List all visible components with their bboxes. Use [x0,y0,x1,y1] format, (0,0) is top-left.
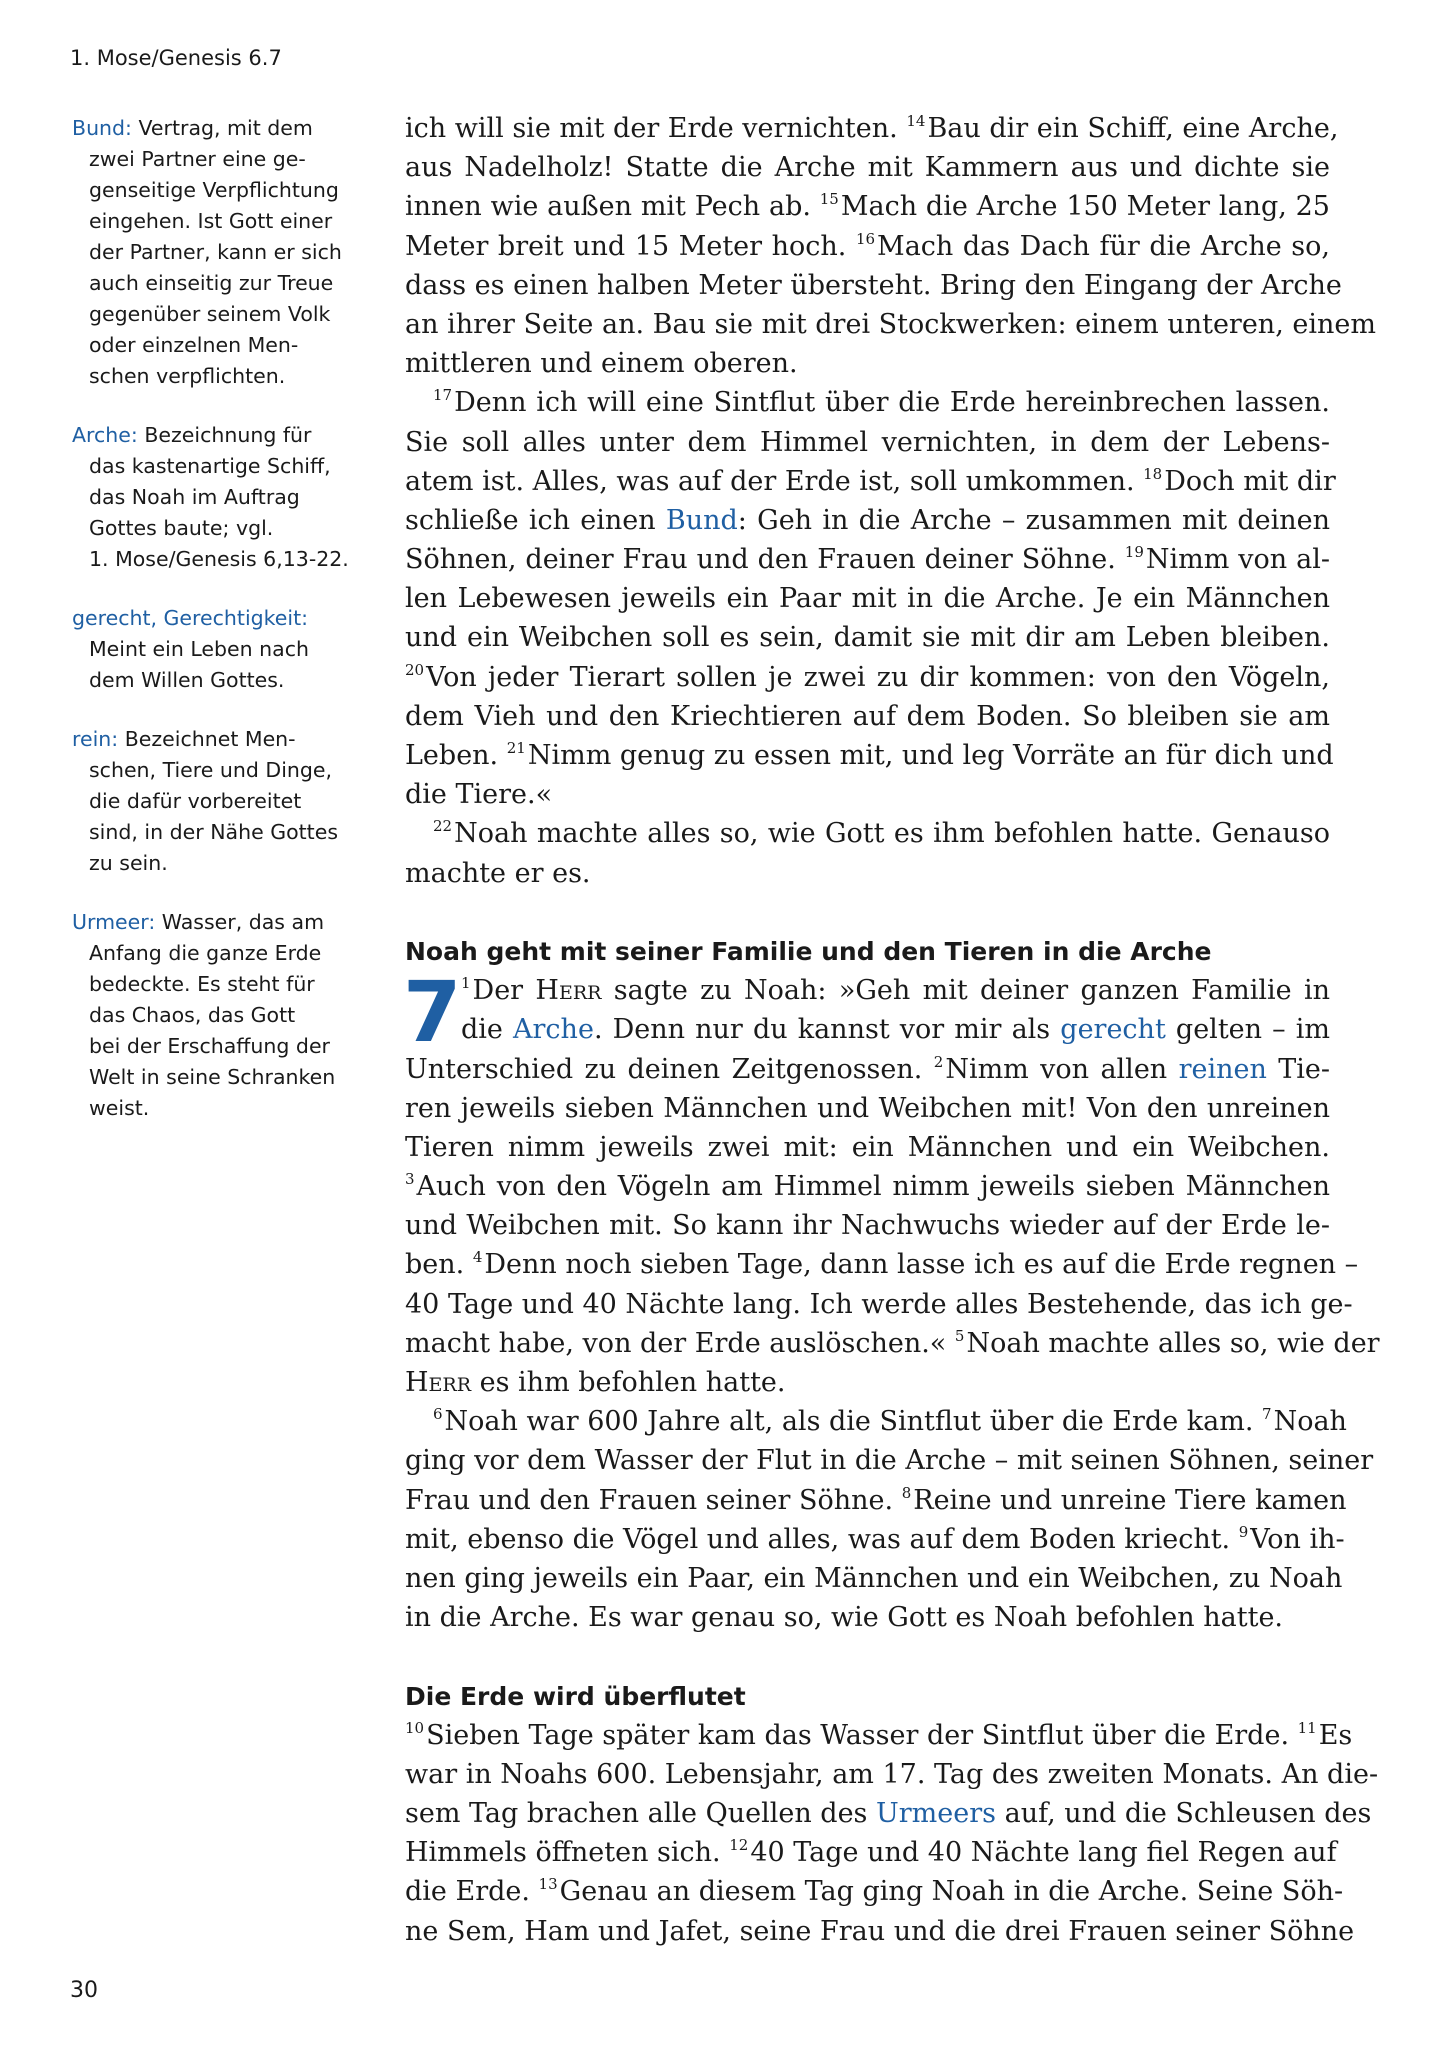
text-line: $^{17}$Denn ich will eine Sintflut über die Erde hereinbrechen lassen. [433,386,1330,419]
glossary-definition-line: zwei Partner eine ge- [89,147,306,171]
text-line: ging vor dem Wasser der Flut in die Arche – mit seinen Söhnen, seiner [405,1445,1374,1477]
glossary-term: Arche: [72,423,138,447]
glossary-entry [72,420,362,575]
glossary-definition-line: Gottes baute; vgl. [89,516,274,540]
text-line: $^6$Noah war 600 Jahre alt, als die Sintflut über die Erde kam. $^7$Noah [433,1405,1347,1438]
text-line: in die Arche. Es war genau so, wie Gott es Noah befohlen hatte. [405,1602,1284,1634]
glossary-definition: Wasser, das am [161,910,325,934]
text-line: sem Tag brachen alle Quellen des Urmeers auf, und die Schleusen des [405,1798,1372,1830]
text-line: Sie soll alles unter dem Himmel vernichten, in dem der Lebens- [405,426,1330,458]
text-line: dem Vieh und den Kriechtieren auf dem Boden. So bleiben sie am [405,700,1330,732]
chapter-number: 7 [403,963,462,1062]
glossary-entry [72,907,362,1124]
glossary-term: gerecht, Gerechtigkeit: [72,606,309,630]
glossary-first-line [72,907,362,938]
text-line: Meter breit und 15 Meter hoch. $^{16}$Mach das Dach für die Arche so, [405,229,1330,262]
main-text [403,109,1380,1951]
section-heading: Noah geht mit seiner Familie und den Tieren in die Arche [405,936,1212,966]
text-line: nen ging jeweils ein Paar, ein Männchen und ein Weibchen, zu Noah [405,1562,1343,1594]
glossary-definition-line: das kastenartige Schiff, [89,454,331,478]
running-head: 1. Mose/Genesis 6.7 [70,46,282,70]
text-line: und Weibchen mit. So kann ihr Nachwuchs wieder auf der Erde le- [405,1210,1330,1242]
glossary-definition-line: zu sein. [89,851,168,875]
glossary-definition-line: genseitige Verpflichtung [89,178,339,202]
glossary-definition: Bezeichnung für [144,423,312,447]
text-line: die Tiere.« [405,779,553,811]
text-line: aus Nadelholz! Statte die Arche mit Kammern aus und dichte sie [405,152,1330,184]
text-line: war in Noahs 600. Lebensjahr, am 17. Tag des zweiten Monats. An die- [405,1758,1379,1790]
glossary-definition-line: der Partner, kann er sich [89,240,342,264]
glossary-definition-line: auch einseitig zur Treue [89,271,334,295]
glossary-definition-line: 1. Mose/Genesis 6,13-22. [89,547,349,571]
text-line: Tieren nimm jeweils zwei mit: ein Männchen und ein Weibchen. [405,1131,1330,1163]
text-line: und ein Weibchen soll es sein, damit sie mit dir am Leben bleiben. [405,622,1330,654]
text-line: dass es einen halben Meter übersteht. Bring den Eingang der Arche [405,269,1342,301]
text-line: Herr es ihm befohlen hatte. [405,1367,786,1398]
glossary-definition-line: Welt in seine Schranken [89,1065,336,1089]
glossary-term: Urmeer: [72,910,156,934]
text-line: ren jeweils sieben Männchen und Weibchen mit! Von den unreinen [405,1092,1330,1124]
text-line: die Arche. Denn nur du kannst vor mir als gerecht gelten – im [461,1014,1330,1046]
glossary-definition-line: Anfang die ganze Erde [89,941,322,965]
glossary-definition: Bezeichnet Men- [124,727,296,751]
glossary-definition-line: gegenüber seinem Volk [89,302,331,326]
text-line: 7 $^1$Der Herr sagte zu Noah: »Geh mit deiner ganzen Familie in [403,963,1330,1062]
glossary-link-gerecht[interactable]: gerecht [1060,1014,1166,1046]
text-line: $^3$Auch von den Vögeln am Himmel nimm jeweils sieben Männchen [405,1170,1330,1203]
glossary-link-urmeer[interactable]: Urmeers [876,1798,996,1830]
glossary-term: Bund: [72,116,132,140]
glossary-definition: Vertrag, mit dem [138,116,313,140]
text-line: $^{22}$Noah machte alles so, wie Gott es ihm befohlen hatte. Genauso [433,817,1330,850]
text-line: ich will sie mit der Erde vernichten. $^{14}$Bau dir ein Schiff, eine Arche, [405,112,1339,144]
glossary-entry [72,113,362,392]
text-line: atem ist. Alles, was auf der Erde ist, soll umkommen. $^{18}$Doch mit dir [405,464,1336,497]
glossary-entry [72,724,362,879]
text-line: mit, ebenso die Vögel und alles, was auf dem Boden kriecht. $^9$Von ih- [405,1522,1345,1555]
glossary-definition-line: Meint ein Leben nach [89,637,309,661]
text-line: mittleren und einem oberen. [405,348,798,380]
glossary-definition-line: bedeckte. Es steht für [89,972,315,996]
glossary-definition-line: das Noah im Auftrag [89,485,300,509]
glossary-link-bund[interactable]: Bund [665,504,738,536]
text-line: innen wie außen mit Pech ab. $^{15}$Mach die Arche 150 Meter lang, 25 [405,190,1330,223]
glossary-definition-line: schen verpflichten. [89,364,286,388]
glossary-entry [72,603,362,696]
text-line: 40 Tage und 40 Nächte lang. Ich werde alles Bestehende, das ich ge- [405,1288,1353,1320]
glossary-first-line [72,603,362,634]
glossary-link-rein[interactable]: reinen [1178,1053,1267,1085]
glossary-definition-line: dem Willen Gottes. [89,668,285,692]
text-line: Leben. $^{21}$Nimm genug zu essen mit, und leg Vorräte an für dich und [405,739,1334,771]
glossary-definition-line: oder einzelnen Men- [89,333,299,357]
glossary-definition-line: die dafür vorbereitet [89,789,302,813]
glossary-link-arche[interactable]: Arche [513,1014,594,1046]
text-line: len Lebewesen jeweils ein Paar mit in die Arche. Je ein Männchen [405,583,1330,615]
glossary-definition-line: weist. [89,1096,150,1120]
page-number: 30 [70,1978,98,2003]
text-line: macht habe, von der Erde auslöschen.« $^5$Noah machte alles so, wie der [405,1326,1380,1359]
glossary-definition-line: das Chaos, das Gott [89,1003,296,1027]
glossary-definition-line: eingehen. Ist Gott einer [89,209,333,233]
glossary-first-line [72,420,362,451]
text-line: ben. $^4$Denn noch sieben Tage, dann lasse ich es auf die Erde regnen – [405,1248,1359,1281]
text-line: Himmels öffneten sich. $^{12}$40 Tage und 40 Nächte lang fiel Regen auf [405,1836,1337,1869]
glossary-definition-line: sind, in der Nähe Gottes [89,820,339,844]
text-line: $^{20}$Von jeder Tierart sollen je zwei zu dir kommen: von den Vögeln, [405,660,1330,693]
glossary-first-line [72,724,362,755]
glossary-sidebar [72,113,362,1152]
text-line: machte er es. [405,857,591,889]
text-line: Unterschied zu deinen Zeitgenossen. $^2$Nimm von allen reinen Tie- [405,1052,1330,1085]
text-line: die Erde. $^{13}$Genau an diesem Tag ging Noah in die Arche. Seine Söh- [405,1875,1344,1908]
glossary-definition-line: schen, Tiere und Dinge, [89,758,333,782]
text-line: an ihrer Seite an. Bau sie mit drei Stockwerken: einem unteren, einem [405,308,1376,340]
glossary-term: rein: [72,727,119,751]
text-line: Frau und den Frauen seiner Söhne. $^8$Reine und unreine Tiere kamen [405,1483,1347,1516]
text-line: schließe ich einen Bund: Geh in die Arche – zusammen mit deinen [405,504,1330,536]
text-line: ne Sem, Ham und Jafet, seine Frau und die drei Frauen seiner Söhne [405,1915,1355,1947]
glossary-first-line [72,113,362,144]
section-heading: Die Erde wird überflutet [405,1681,746,1711]
text-line: $^{10}$Sieben Tage später kam das Wasser der Sintflut über die Erde. $^{11}$Es [405,1718,1353,1751]
glossary-definition-line: bei der Erschaffung der [89,1034,330,1058]
text-line: Söhnen, deiner Frau und den Frauen deiner Söhne. $^{19}$Nimm von al- [405,543,1330,576]
